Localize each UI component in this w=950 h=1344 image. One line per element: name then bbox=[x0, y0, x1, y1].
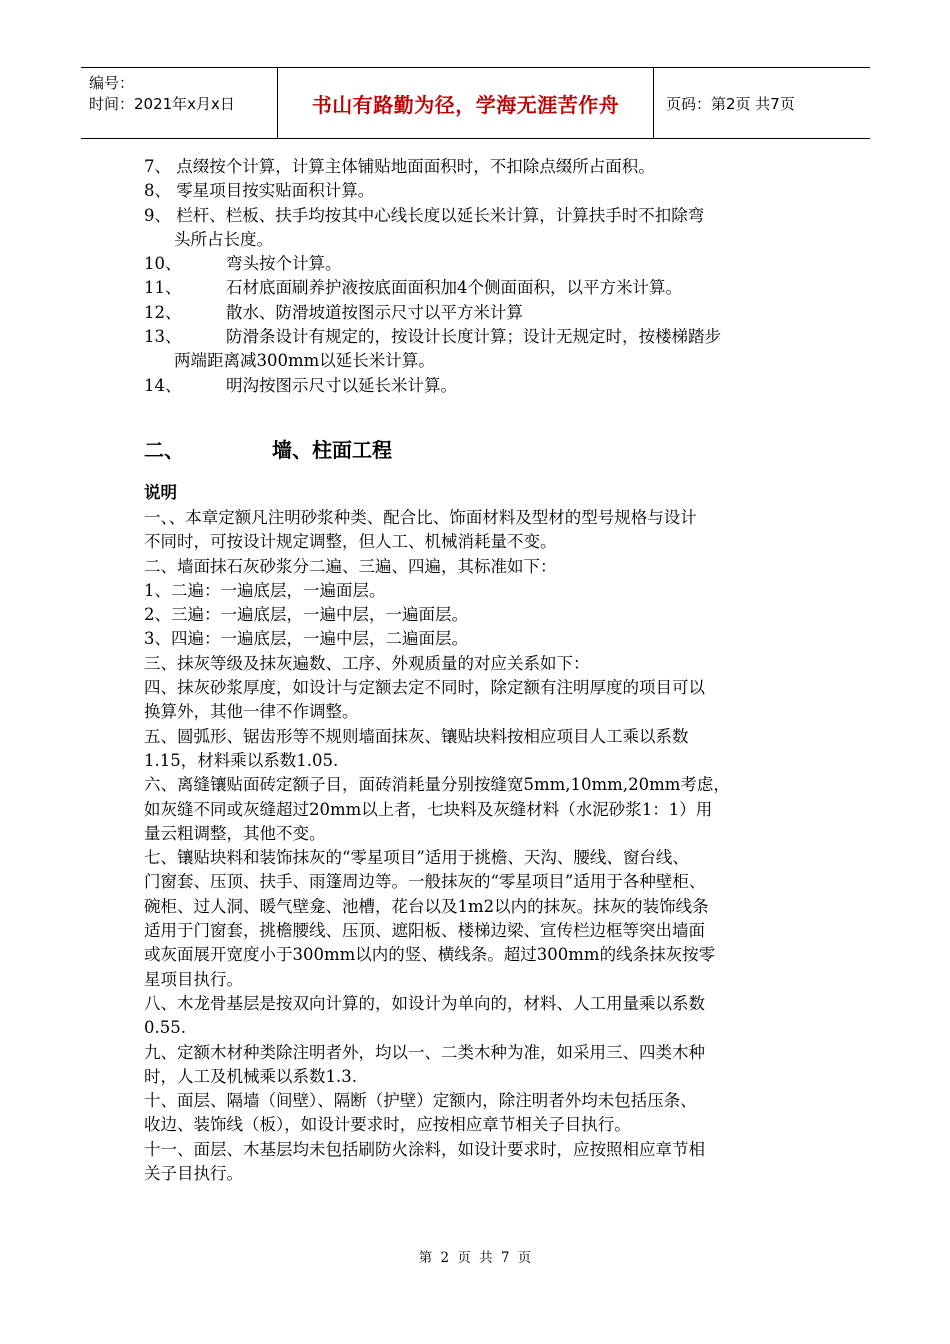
note-line: 星项目执行。 bbox=[144, 969, 243, 989]
list-item bbox=[144, 325, 804, 349]
header-motto-cell bbox=[278, 68, 654, 138]
note-line: 0.55. bbox=[144, 1018, 186, 1038]
list-item-text: 石材底面刷养护液按底面面积加4个侧面面积，以平方米计算。 bbox=[226, 278, 682, 298]
note-line: 不同时，可按设计规定调整，但人工、机械消耗量不变。 bbox=[144, 532, 557, 552]
list-item-text: 栏杆、栏板、扶手均按其中心线长度以延长米计算，计算扶手时不扣除弯 bbox=[171, 205, 705, 225]
note-line: 一、、本章定额凡注明砂浆种类、配合比、饰面材料及型材的型号规格与设计 bbox=[144, 507, 697, 527]
section-number: 二、 bbox=[144, 437, 184, 462]
note-line: 1、二遍：一遍底层，一遍面层。 bbox=[144, 580, 386, 600]
list-item-text: 防滑条设计有规定的，按设计长度计算；设计无规定时，按楼梯踏步 bbox=[226, 327, 721, 347]
note-line: 2、三遍：一遍底层，一遍中层，一遍面层。 bbox=[144, 605, 468, 625]
note-line: 三、抹灰等级及抹灰遍数、工序、外观质量的对应关系如下： bbox=[144, 653, 590, 673]
note-line: 时，人工及机械乘以系数1.3. bbox=[144, 1066, 357, 1086]
list-item-number: 12、 bbox=[144, 302, 182, 322]
notes-subtitle: 说明 bbox=[144, 482, 177, 502]
list-item-continuation: 两端距离减300mm以延长米计算。 bbox=[174, 351, 435, 371]
note-line: 二、墙面抹石灰砂浆分二遍、三遍、四遍，其标准如下： bbox=[144, 556, 557, 576]
date-label: 时间：2021年x月x日 bbox=[89, 95, 235, 113]
header-page-info: 页码：第2页 共7页 bbox=[666, 94, 795, 113]
list-item-number: 9、 bbox=[144, 205, 171, 225]
code-label: 编号： bbox=[89, 74, 135, 92]
note-line: 十一、面层、木基层均未包括刷防火涂料，如设计要求时，应按照相应章节相 bbox=[144, 1139, 705, 1159]
note-line: 碗柜、过人洞、暖气壁龛、池槽，花台以及1m2以内的抹灰。抹灰的装饰线条 bbox=[144, 896, 709, 916]
note-line: 四、抹灰砂浆厚度，如设计与定额去定不同时，除定额有注明厚度的项目可以 bbox=[144, 678, 705, 698]
note-line: 如灰缝不同或灰缝超过20mm以上者，七块料及灰缝材料（水泥砂浆1：1）用 bbox=[144, 799, 713, 819]
note-line: 1.15，材料乘以系数1.05. bbox=[144, 750, 339, 770]
list-item-number: 10、 bbox=[144, 254, 182, 274]
list-item-number: 13、 bbox=[144, 327, 182, 347]
note-line: 八、木龙骨基层是按双向计算的，如设计为单向的，材料、人工用量乘以系数 bbox=[144, 993, 705, 1013]
list-item-text: 零星项目按实贴面积计算。 bbox=[171, 181, 375, 201]
document-body bbox=[144, 155, 804, 1186]
list-item-number: 14、 bbox=[144, 375, 182, 395]
note-line: 九、定额木材种类除注明者外，均以一、二类木种为准，如采用三、四类木种 bbox=[144, 1042, 705, 1062]
list-item bbox=[144, 204, 804, 228]
note-line: 十、面层、隔墙（间壁）、隔断（护壁）定额内，除注明者外均未包括压条、 bbox=[144, 1091, 697, 1111]
header-info-cell bbox=[81, 68, 278, 138]
section-title: 墙、柱面工程 bbox=[272, 437, 392, 462]
list-item-number: 11、 bbox=[144, 278, 182, 298]
page-footer: 第 2 页 共 7 页 bbox=[418, 1250, 532, 1266]
note-line: 换算外，其他一律不作调整。 bbox=[144, 702, 359, 722]
list-item-continuation: 头所占长度。 bbox=[174, 229, 273, 249]
list-item bbox=[144, 276, 804, 300]
notes-body bbox=[144, 506, 804, 1186]
list-item-number: 7、 bbox=[144, 157, 171, 176]
note-line: 五、圆弧形、锯齿形等不规则墙面抹灰、镶贴块料按相应项目人工乘以系数 bbox=[144, 726, 689, 746]
list-item-text: 点缀按个计算，计算主体铺贴地面面积时，不扣除点缀所占面积。 bbox=[171, 157, 655, 176]
list-item bbox=[144, 252, 804, 276]
note-line: 3、四遍：一遍底层，一遍中层，二遍面层。 bbox=[144, 629, 468, 649]
list-item-text: 明沟按图示尺寸以延长米计算。 bbox=[226, 375, 457, 395]
note-line: 量云粗调整，其他不变。 bbox=[144, 823, 326, 843]
header-page-cell bbox=[654, 68, 870, 138]
note-line: 收边、装饰线（板），如设计要求时，应按相应章节相关子目执行。 bbox=[144, 1115, 631, 1135]
note-line: 七、镶贴块料和装饰抹灰的“零星项目”适用于挑檐、天沟、腰线、窗台线、 bbox=[144, 848, 689, 868]
note-line: 六、离缝镶贴面砖定额子目，面砖消耗量分别按缝宽5mm,10mm,20mm考虑， bbox=[144, 775, 730, 795]
list-item bbox=[144, 301, 804, 325]
page-header bbox=[81, 67, 870, 139]
list-item bbox=[144, 155, 804, 179]
list-item bbox=[144, 179, 804, 203]
note-line: 适用于门窗套，挑檐腰线、压顶、遮阳板、楼梯边梁、宣传栏边框等突出墙面 bbox=[144, 921, 705, 941]
note-line: 或灰面展开宽度小于300mm以内的竖、横线条。超过300mm的线条抹灰按零 bbox=[144, 945, 716, 965]
list-item-text: 散水、防滑坡道按图示尺寸以平方米计算 bbox=[226, 302, 523, 322]
section-heading bbox=[144, 434, 804, 464]
calculation-rules-list bbox=[144, 155, 804, 398]
note-line: 门窗套、压顶、扶手、雨篷周边等。一般抹灰的“零星项目”适用于各种壁柜、 bbox=[144, 872, 706, 892]
list-item-text: 弯头按个计算。 bbox=[226, 254, 342, 274]
note-line: 关子目执行。 bbox=[144, 1163, 243, 1183]
list-item-number: 8、 bbox=[144, 181, 171, 201]
list-item bbox=[144, 374, 804, 398]
motto-text: 书山有路勤为径，学海无涯苦作舟 bbox=[311, 92, 620, 117]
